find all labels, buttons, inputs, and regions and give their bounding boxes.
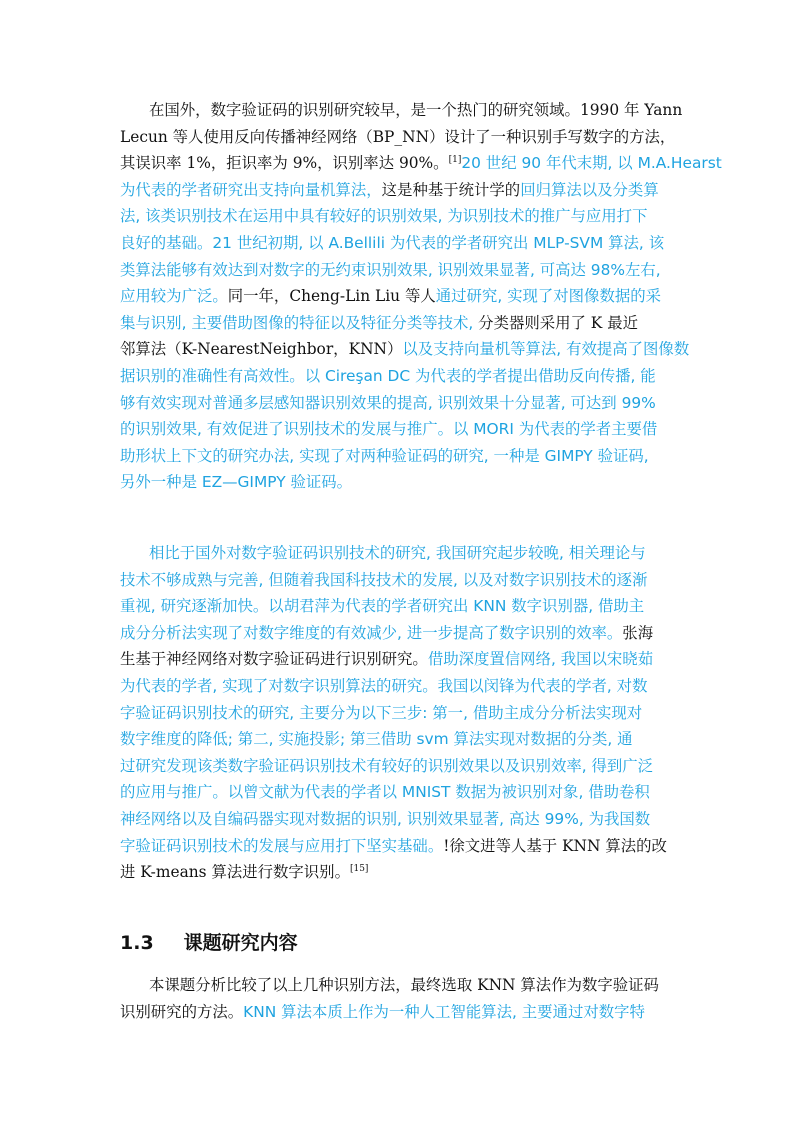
text-run: 生基于神经网络对数字验证码进行识别研究。: [120, 650, 428, 669]
text-line: [120, 471, 352, 493]
highlighted-text: 以及支持向量机等算法, 有效提高了图像数: [402, 340, 690, 359]
text-line: [120, 126, 675, 148]
citation-ref: [1]: [448, 155, 462, 166]
text-line: [120, 259, 661, 281]
text-run: 同一年，Cheng-Lin Liu 等人: [227, 287, 436, 306]
section-number: 1.3: [120, 932, 154, 954]
highlighted-text: 的应用与推广。以曾文献为代表的学者以 MNIST 数据为被识别对象, 借助卷积: [120, 783, 650, 802]
text-line: [149, 542, 646, 564]
highlighted-text: 应用较为广泛。: [120, 287, 228, 306]
highlighted-text: 集与识别, 主要借助图像的特征以及特征分类等技术,: [120, 313, 474, 332]
highlighted-text: 成分分析法实现了对数字维度的有效减少, 进一步提高了数字识别的效率。: [120, 623, 623, 642]
highlighted-text: 字验证码识别技术的发展与应用打下坚实基础。: [120, 836, 444, 855]
text-line: [120, 675, 647, 697]
text-run: 其误识率 1%，拒识率为 9%，识别率达 90%。: [120, 154, 449, 173]
text-line: [120, 648, 653, 670]
text-line: [120, 312, 638, 334]
highlighted-text: 过研究发现该类数字验证码识别技术有较好的识别效果以及识别效率, 得到广泛: [120, 756, 654, 775]
highlighted-text: 重视, 研究逐渐加快。以胡君萍为代表的学者研究出 KNN 数字识别器, 借助主: [120, 597, 645, 616]
text-run: Lecun 等人使用反向传播神经网络（BP_NN）设计了一种识别手写数字的方法，: [120, 127, 676, 146]
highlighted-text: 助形状上下文的研究办法, 实现了对两种验证码的研究, 一种是 GIMPY 验证码,: [120, 446, 649, 465]
text-run: 识别研究的方法。: [120, 1002, 244, 1021]
highlighted-text: 神经网络以及自编码器实现对数据的识别, 识别效果显著, 高达 99%, 为我国数: [120, 810, 651, 828]
text-line: [120, 595, 644, 617]
text-line: [120, 179, 659, 201]
text-line: [120, 622, 653, 644]
text-line: [149, 99, 682, 121]
text-line: [120, 365, 656, 387]
text-line: [120, 755, 653, 777]
highlighted-text: 为代表的学者研究出支持向量机算法，: [120, 180, 382, 199]
text-line: [120, 781, 650, 803]
text-line: [120, 702, 642, 724]
highlighted-text: 相比于国外对数字验证码识别技术的研究, 我国研究起步较晚, 相关理论与: [149, 544, 646, 562]
highlighted-text: 回归算法以及分类算: [520, 180, 659, 199]
highlighted-text: 据识别的准确性有高效性。以 Cireşan DC 为代表的学者提出借助反向传播, 能: [120, 367, 656, 385]
highlighted-text: 字验证码识别技术的研究, 主要分为以下三步: 第一, 借助主成分分析法实现对: [120, 703, 643, 722]
highlighted-text: 技术不够成熟与完善, 但随着我国科技技术的发展, 以及对数字识别技术的逐渐: [120, 570, 648, 589]
text-line: [120, 445, 649, 467]
highlighted-text: 20 世纪 90 年代末期, 以 M.A.Hearst: [461, 154, 722, 173]
text-run: 张海: [622, 623, 654, 642]
section-title: 课题研究内容: [183, 932, 298, 954]
highlighted-text: 借助深度置信网络, 我国以宋晓茹: [427, 650, 654, 669]
highlighted-text: 通过研究, 实现了对图像数据的采: [435, 287, 662, 306]
text-run: 本课题分析比较了以上几种识别方法，最终选取 KNN 算法作为数字验证码: [149, 976, 659, 994]
highlighted-text: 为代表的学者, 实现了对数字识别算法的研究。我国以闵锋为代表的学者, 对数: [120, 677, 648, 695]
text-line: [120, 338, 689, 360]
text-run: 邻算法（K-NearestNeighbor，KNN）: [120, 340, 403, 359]
text-line: [149, 974, 659, 996]
text-line: [120, 392, 656, 414]
highlighted-text: 够有效实现对普通多层感知器识别效果的提高, 识别效果十分显著, 可达到 99%: [120, 393, 656, 412]
highlighted-text: 良好的基础。21 世纪初期, 以 A.Bellili 为代表的学者研究出 MLP-SVM 算法, 该: [120, 234, 665, 252]
text-line: [120, 1001, 645, 1023]
highlighted-text: 类算法能够有效达到对数字的无约束识别效果, 识别效果显著, 可高达 98%左右,: [120, 260, 661, 279]
text-line: [120, 285, 661, 307]
highlighted-text: 另外一种是 EZ—GIMPY 验证码。: [120, 473, 353, 492]
citation-ref: [15]: [349, 864, 369, 875]
text-line: [120, 232, 664, 254]
text-run: 分类器则采用了 K 最近: [473, 313, 638, 332]
text-line: [120, 418, 657, 440]
text-line: [120, 861, 368, 883]
section-heading: [120, 930, 298, 956]
text-line: [120, 835, 667, 857]
highlighted-text: KNN 算法本质上作为一种人工智能算法, 主要通过对数字特: [243, 1002, 645, 1021]
text-line: [120, 808, 650, 830]
text-run: !徐文进等人基于 KNN 算法的改: [443, 836, 667, 855]
text-line: [120, 569, 647, 591]
highlighted-text: 数字维度的降低; 第二, 实施投影; 第三借助 svm 算法实现对数据的分类, 通: [120, 730, 633, 749]
text-run: 在国外，数字验证码的识别研究较早，是一个热门的研究领域。1990 年 Yann: [149, 101, 683, 119]
text-run: 这是种基于统计学的: [381, 180, 521, 199]
text-run: 进 K-means 算法进行数字识别。: [120, 863, 350, 882]
highlighted-text: 法, 该类识别技术在运用中具有较好的识别效果, 为识别技术的推广与应用打下: [120, 207, 648, 226]
text-line: [120, 205, 647, 227]
highlighted-text: 的识别效果, 有效促进了识别技术的发展与推广。以 MORI 为代表的学者主要借: [120, 420, 658, 439]
text-line: [120, 152, 722, 174]
text-line: [120, 728, 633, 750]
